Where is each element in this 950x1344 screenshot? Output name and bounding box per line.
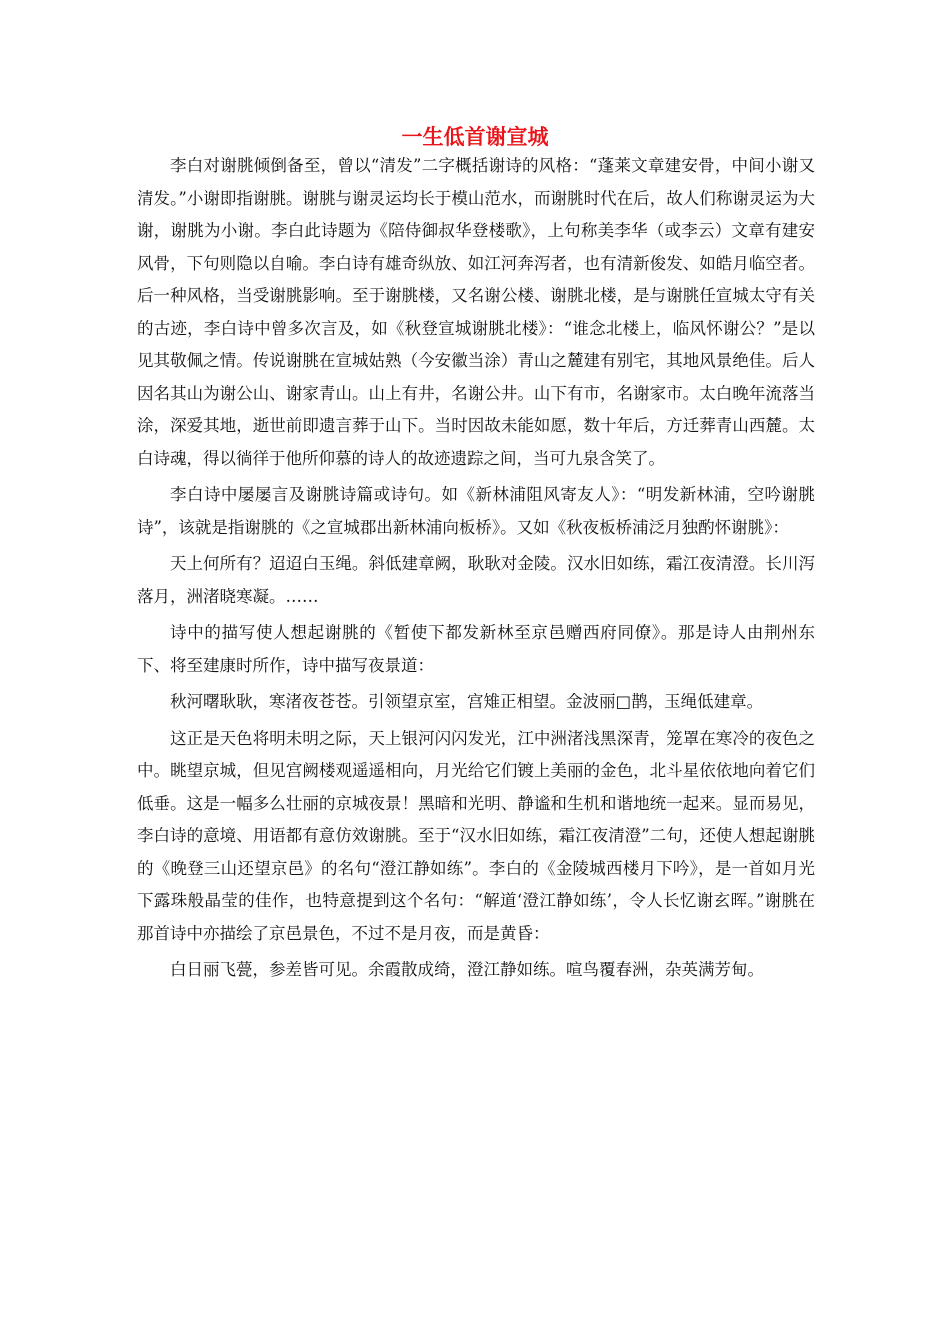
paragraph-2: 李白诗中屡屡言及谢朓诗篇或诗句。如《新林浦阻风寄友人》：“明发新林浦，空吟谢朓诗”，该就是指谢朓的《之宣城郡出新林浦向板桥》。又如《秋夜板桥浦泛月独酌怀谢朓》： <box>137 485 815 537</box>
poem-quote-3: 白日丽飞甍，参差皆可见。余霞散成绮，澄江静如练。喧鸟覆春洲，杂英满芳甸。 <box>170 960 764 979</box>
poem-quote-1: 天上何所有？迢迢白玉绳。斜低建章阙，耿耿对金陵。汉水旧如练，霜江夜清澄。长川泻落月，洲渚晓寒凝。…… <box>137 554 815 606</box>
poem-quote-2: 秋河曙耿耿，寒渚夜苍苍。引领望京室，宫雉正相望。金波丽□鹊，玉绳低建章。 <box>170 692 764 711</box>
document-title: 一生低首谢宣城 <box>401 125 549 149</box>
paragraph-1: 李白对谢朓倾倒备至，曾以“清发”二字概括谢诗的风格：“蓬莱文章建安骨，中间小谢又清发。”小谢即指谢朓。谢朓与谢灵运均长于模山范水，而谢朓时代在后，故人们称谢灵运为大谢，谢朓为小谢。李白此诗题为《陪侍御叔华登楼歌》，上句称美李华（或李云）文章有建安风骨，下句则隐以自喻。李白诗有雄奇纵放、如江河奔泻者，也有清新俊发、如皓月临空者。后一种风格，当受谢朓影响。至于谢朓楼，又名谢公楼、谢朓北楼，是与谢朓任宣城太守有关的古迹，李白诗中曾多次言及，如《秋登宣城谢朓北楼》：“谁念北楼上，临风怀谢公？”是以见其敬佩之情。传说谢朓在宣城姑熟（今安徽当涂）青山之麓建有别宅，其地风景绝佳。后人因名其山为谢公山、谢家青山。山上有井，名谢公井。山下有市，名谢家市。太白晚年流落当涂，深爱其地，逝世前即遗言葬于山下。当时因故未能如愿，数十年后，方迁葬青山西麓。太白诗魂，得以徜徉于他所仰慕的诗人的故迹遗踪之间，当可九泉含笑了。 <box>137 156 815 468</box>
paragraph-4: 这正是天色将明未明之际，天上银河闪闪发光，江中洲渚浅黑深青，笼罩在寒冷的夜色之中。眺望京城，但见宫阙楼观遥遥相向，月光给它们镀上美丽的金色，北斗星依依地向着它们低垂。这是一幅多么壮丽的京城夜景！黑暗和光明、静谧和生机和谐地统一起来。显而易见，李白诗的意境、用语都有意仿效谢朓。至于“汉水旧如练，霜江夜清澄”二句，还使人想起谢朓的《晚登三山还望京邑》的名句“澄江静如练”。李白的《金陵城西楼月下吟》，是一首如月光下露珠般晶莹的佳作，也特意提到这个名句：“解道‘澄江静如练’，令人长忆谢玄晖。”谢朓在那首诗中亦描绘了京邑景色，不过不是月夜，而是黄昏： <box>137 728 815 943</box>
paragraph-3: 诗中的描写使人想起谢朓的《暂使下都发新林至京邑赠西府同僚》。那是诗人由荆州东下、将至建康时所作，诗中描写夜景道： <box>137 623 815 675</box>
document-body <box>137 150 815 987</box>
